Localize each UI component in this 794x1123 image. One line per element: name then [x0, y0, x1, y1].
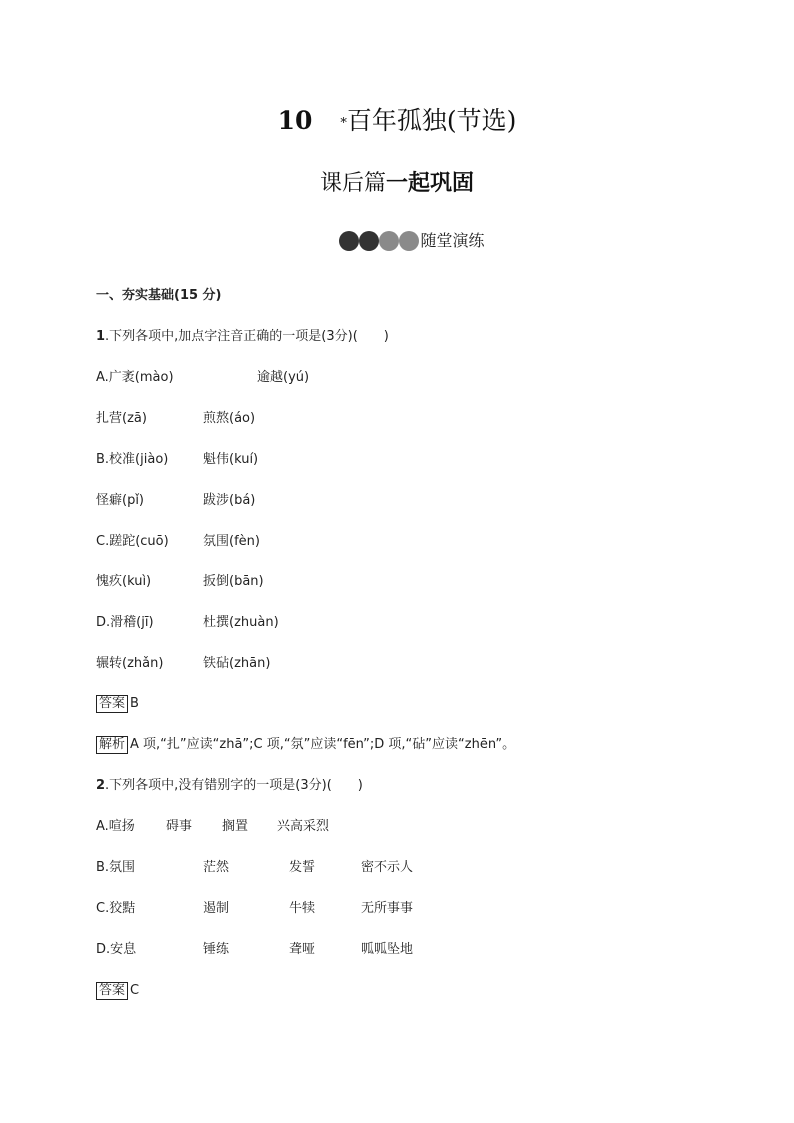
q1-cell: 煎熬(áo) — [203, 411, 256, 426]
q2-row — [96, 899, 414, 919]
q2-cell: D.安息 — [96, 942, 137, 957]
q1-cell: D.滑稽(jī) — [96, 615, 154, 630]
section-heading: 一、夯实基础(15 分) — [96, 288, 222, 303]
q2-cell: 密不示人 — [361, 860, 414, 875]
q1-cell: B.校准(jiào) — [96, 452, 169, 467]
lesson-number: 10 — [277, 106, 313, 135]
question-number: 1 — [96, 329, 106, 344]
lesson-title-text: 百年孤独(节选) — [346, 106, 517, 135]
q2-cell: 无所事事 — [361, 901, 414, 916]
q1-answer — [96, 694, 139, 714]
q2-cell: 牛犊 — [289, 901, 316, 916]
q2-cell: 茫然 — [203, 860, 230, 875]
q2-cell: 聋哑 — [289, 942, 316, 957]
q1-cell: 辗转(zhǎn) — [96, 656, 164, 671]
q1-row — [96, 613, 279, 633]
q2-cell: B.氛围 — [96, 860, 136, 875]
lesson-title — [0, 104, 794, 138]
dot-icon — [379, 231, 399, 251]
q1-cell: 扳倒(bān) — [203, 574, 264, 589]
q1-row — [96, 368, 310, 388]
question-1-stem — [96, 327, 389, 347]
q1-cell: 跋涉(bá) — [203, 493, 256, 508]
answer-value: B — [130, 696, 139, 711]
section-subtitle — [0, 168, 794, 200]
q1-row — [96, 491, 256, 511]
subtitle-emphasis: 一起巩固 — [386, 171, 475, 196]
q1-cell: 扎营(zā) — [96, 411, 147, 426]
question-number: 2 — [96, 778, 106, 793]
subtitle-prefix: 课后篇 — [319, 171, 386, 196]
q2-cell: 锤练 — [203, 942, 230, 957]
q2-row — [96, 817, 330, 837]
answer-value: C — [130, 983, 140, 998]
dots-decoration — [339, 231, 419, 251]
question-text: .下列各项中,没有错别字的一项是(3分)( ) — [105, 778, 363, 793]
q1-cell: 逾越(yú) — [257, 370, 310, 385]
dot-icon — [399, 231, 419, 251]
q1-cell: 怪癖(pǐ) — [96, 493, 145, 508]
q2-row — [96, 858, 414, 878]
practice-banner — [0, 229, 794, 253]
q1-analysis — [96, 735, 515, 755]
q1-row — [96, 532, 260, 552]
q1-row — [96, 654, 271, 674]
q1-cell: 魁伟(kuí) — [203, 452, 259, 467]
q2-cell: 兴高采烈 — [277, 819, 330, 834]
q1-cell: 氛围(fèn) — [203, 534, 260, 549]
q2-row — [96, 940, 414, 960]
practice-label: 随堂演练 — [420, 231, 485, 250]
q1-row — [96, 450, 259, 470]
q2-cell: 遏制 — [203, 901, 230, 916]
q2-cell: 呱呱坠地 — [361, 942, 414, 957]
dot-icon — [339, 231, 359, 251]
question-2-stem — [96, 776, 363, 796]
dot-icon — [359, 231, 379, 251]
q1-row — [96, 409, 256, 429]
star-mark: * — [340, 116, 347, 131]
analysis-text: A 项,“扎”应读“zhā”;C 项,“氛”应读“fēn”;D 项,“砧”应读“zhēn”。 — [130, 737, 516, 752]
q1-cell: A.广袤(mào) — [96, 370, 174, 385]
q2-cell: 发誓 — [289, 860, 316, 875]
analysis-tag: 解析 — [96, 736, 128, 754]
q1-row — [96, 572, 264, 592]
q2-cell: 搁置 — [222, 819, 249, 834]
q2-cell: C.狡黠 — [96, 901, 136, 916]
question-text: .下列各项中,加点字注音正确的一项是(3分)( ) — [105, 329, 389, 344]
q2-cell: A.喧扬 — [96, 819, 135, 834]
answer-tag: 答案 — [96, 695, 128, 713]
q2-cell: 碍事 — [166, 819, 193, 834]
q1-cell: 愧疚(kuì) — [96, 574, 152, 589]
answer-tag: 答案 — [96, 982, 128, 1000]
q1-cell: C.蹉跎(cuō) — [96, 534, 169, 549]
q1-cell: 铁砧(zhān) — [203, 656, 271, 671]
q1-cell: 杜撰(zhuàn) — [203, 615, 279, 630]
q2-answer — [96, 981, 139, 1001]
